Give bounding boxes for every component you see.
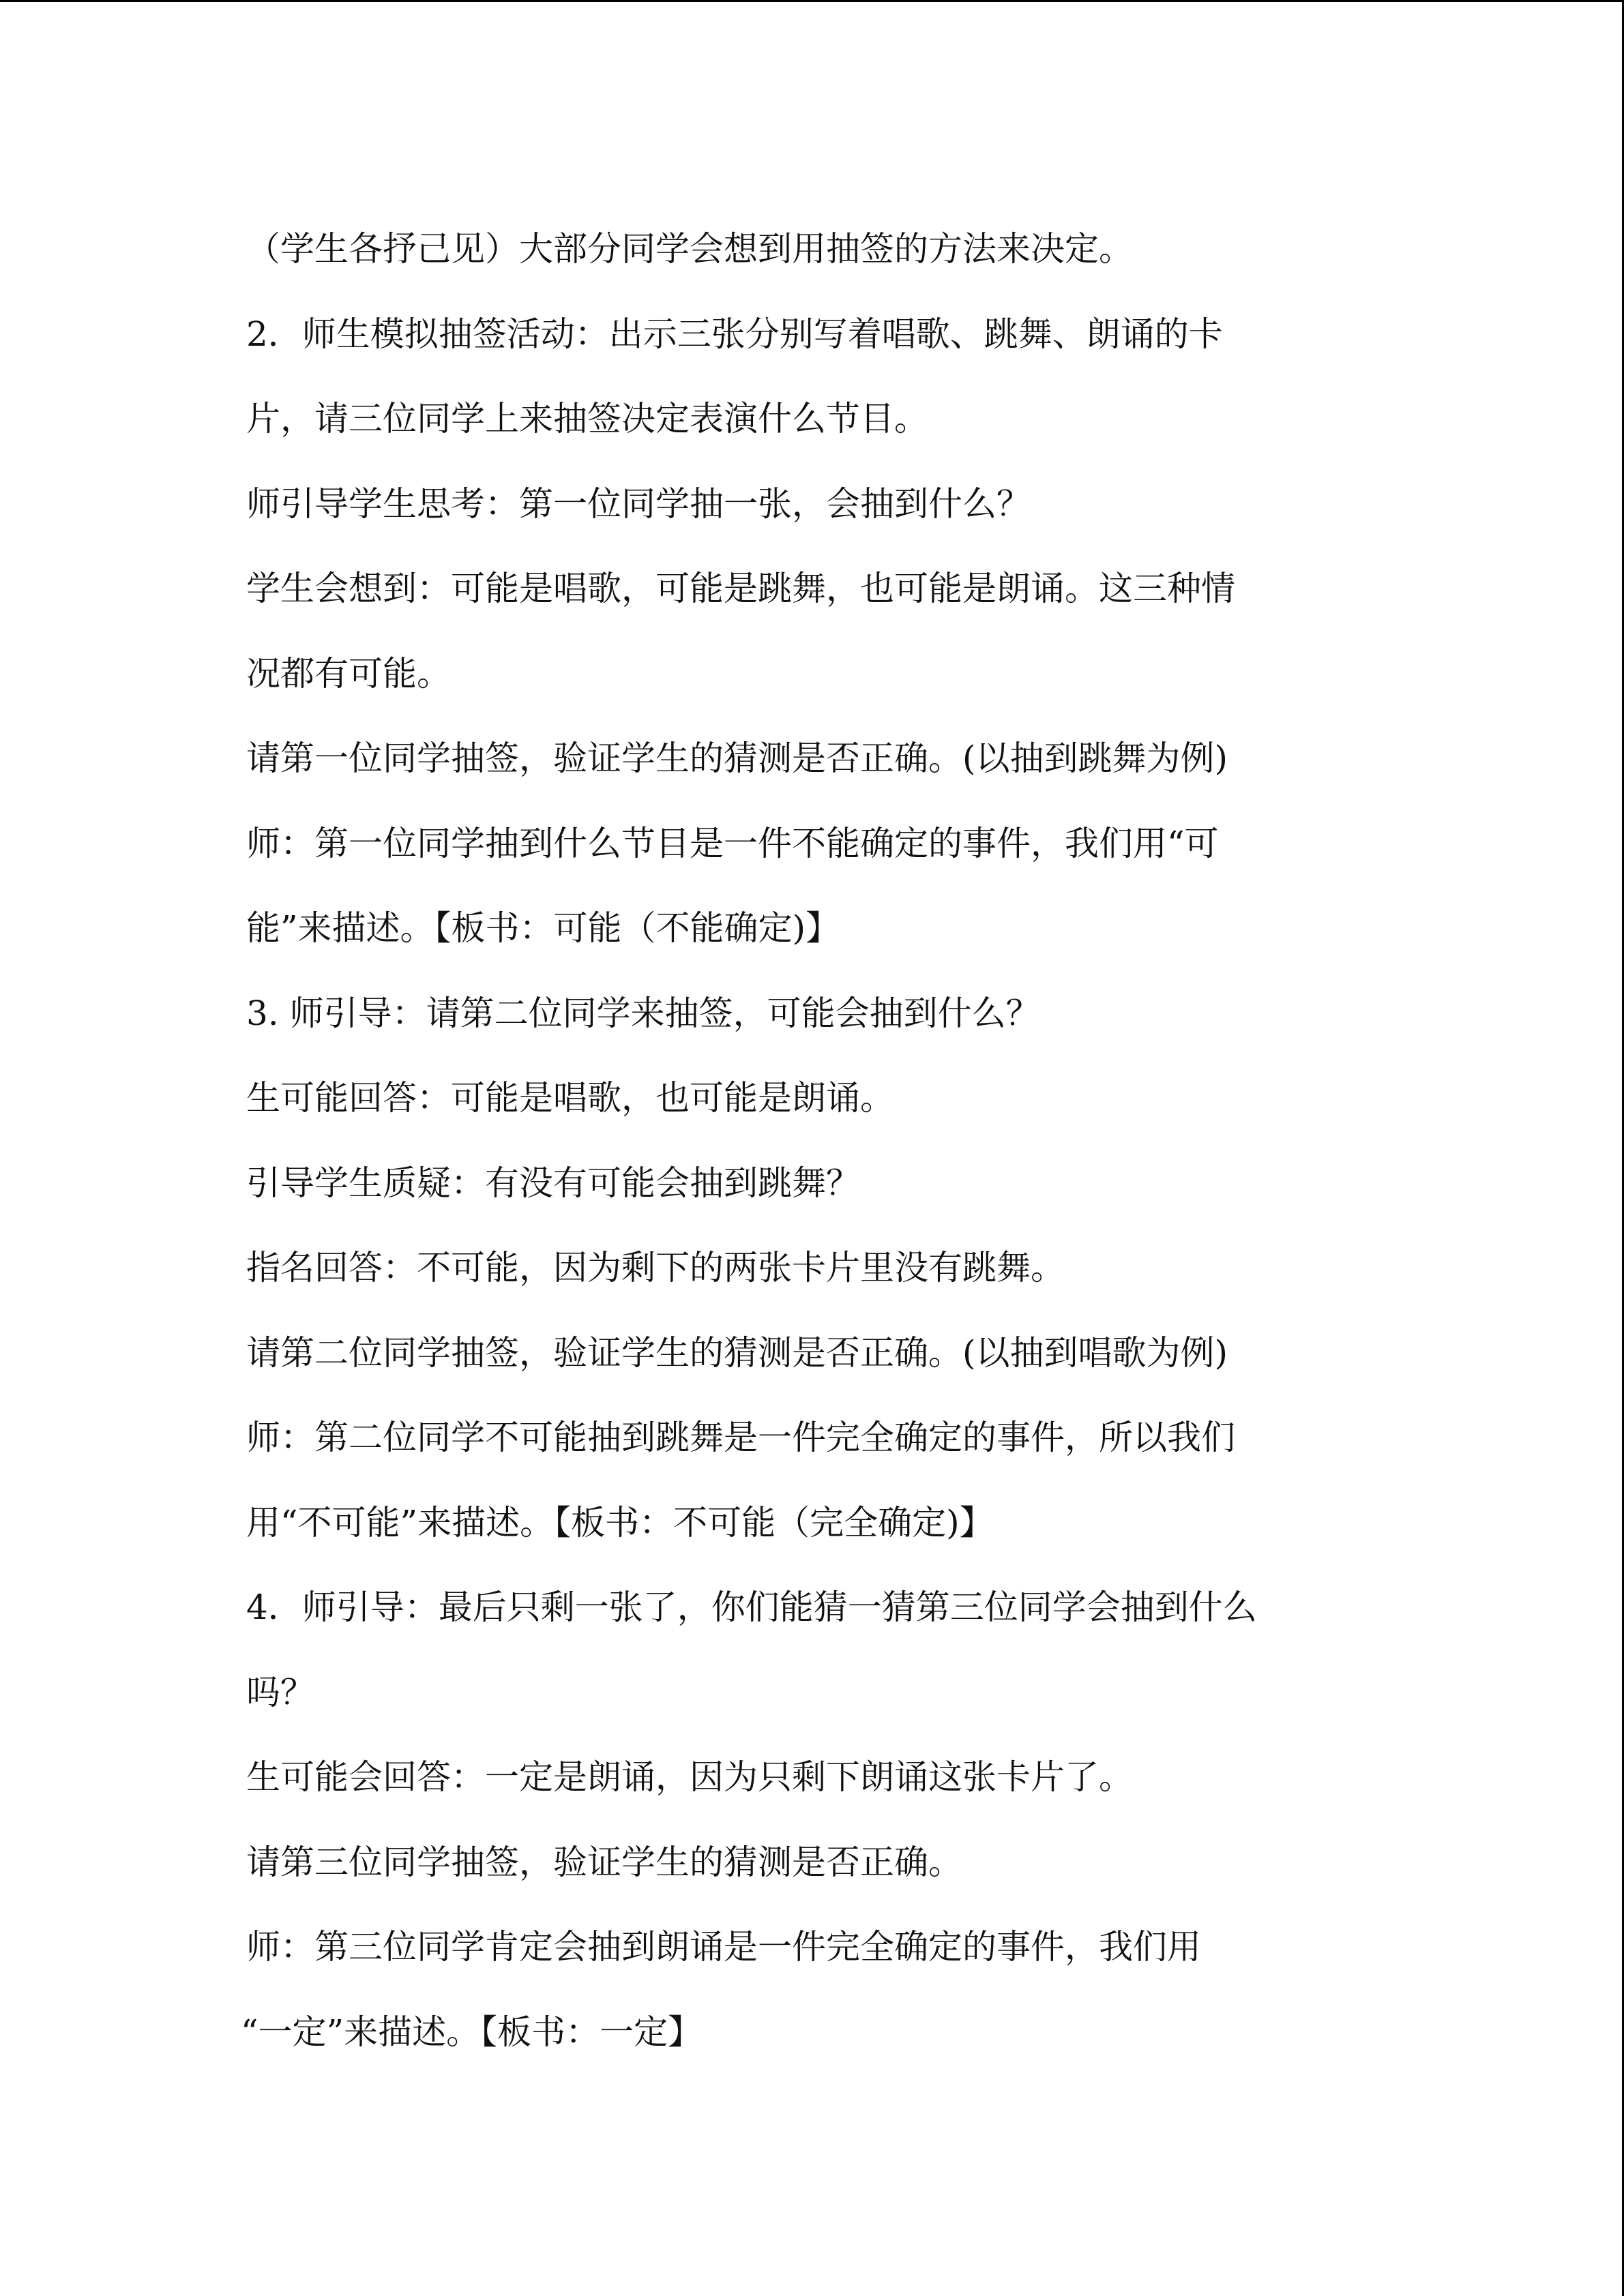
paragraph-line-16: 用“不可能”来描述。【板书：不可能（完全确定)】 [246, 1502, 994, 1542]
paragraph-line-22: “一定”来描述。【板书：一定】 [241, 2012, 703, 2052]
paragraph-line-11: 生可能回答：可能是唱歌，也可能是朗诵。 [246, 1078, 894, 1118]
paragraph-line-7: 请第一位同学抽签，验证学生的猜测是否正确。(以抽到跳舞为例) [246, 739, 1228, 778]
paragraph-line-15: 师：第二位同学不可能抽到跳舞是一件完全确定的事件，所以我们 [246, 1418, 1235, 1457]
paragraph-line-3: 片，请三位同学上来抽签决定表演什么节目。 [246, 399, 928, 438]
paragraph-line-8: 师：第一位同学抽到什么节目是一件不能确定的事件，我们用“可 [246, 823, 1219, 863]
document-body [241, 207, 1378, 2074]
paragraph-line-10: 3. 师引导：请第二位同学来抽签，可能会抽到什么？ [246, 993, 1040, 1033]
paragraph-line-21: 师：第三位同学肯定会抽到朗诵是一件完全确定的事件，我们用 [246, 1927, 1201, 1967]
paragraph-line-19: 生可能会回答：一定是朗诵，因为只剩下朗诵这张卡片了。 [246, 1757, 1133, 1797]
paragraph-line-18: 吗？ [246, 1672, 314, 1712]
paragraph-line-17: 4．师引导：最后只剩一张了，你们能猜一猜第三位同学会抽到什么 [246, 1587, 1257, 1627]
paragraph-line-4: 师引导学生思考：第一位同学抽一张，会抽到什么？ [246, 483, 1031, 524]
paragraph-line-5: 学生会想到：可能是唱歌，可能是跳舞，也可能是朗诵。这三种情 [246, 569, 1235, 608]
paragraph-line-9: 能”来描述。【板书：可能（不能确定)】 [246, 908, 840, 948]
paragraph-line-14: 请第二位同学抽签，验证学生的猜测是否正确。(以抽到唱歌为例) [246, 1332, 1228, 1373]
paragraph-line-12: 引导学生质疑：有没有可能会抽到跳舞？ [246, 1163, 860, 1203]
paragraph-line-2: 2．师生模拟抽签活动：出示三张分别写着唱歌、跳舞、朗诵的卡 [246, 314, 1223, 354]
paragraph-line-13: 指名回答：不可能，因为剩下的两张卡片里没有跳舞。 [246, 1248, 1065, 1287]
paragraph-line-20: 请第三位同学抽签，验证学生的猜测是否正确。 [246, 1842, 962, 1882]
paragraph-line-6: 况都有可能。 [246, 653, 451, 694]
paragraph-line-1: （学生各抒己见）大部分同学会想到用抽签的方法来决定。 [246, 229, 1133, 269]
